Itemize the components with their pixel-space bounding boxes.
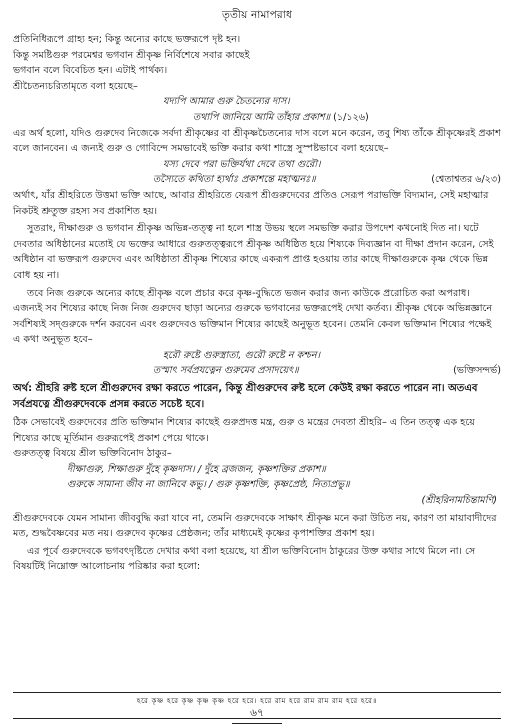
verse-3-line-1: হরৌ রুষ্টে গুরুস্ত্রাতা, গুরৌ রুষ্টে ন কশ্চন। — [163, 349, 321, 361]
paragraph-8: গুরুতত্ত্ব বিষয়ে শ্রীল ভক্তিবিনোদ ঠাকুর– — [13, 448, 172, 460]
verse-4-reference: (শ্রীহরিনামচিন্তামণি) — [421, 495, 497, 507]
verse-3-line-2 — [13, 363, 501, 379]
running-header: তৃতীয় নামাপরাধ — [221, 9, 293, 21]
paragraph-6: তবে নিজ গুরুকে অন্যের কাছে শ্রীকৃষ্ণ বলে প্রচার করে কৃষ্ণ-বুদ্ধিতে ভজন করার জন্য কাউকে প্ররোচিত করা অপরাধ। এজন্যই সব শিষ্যের কাছে নিজ নিজ গুরুদেব ছাড়া অন্যের গুরুকে ভগবানের ভক্তরূপেই দেখা কর্তব্য। শ্রীকৃষ্ণ থেকে অভিন্নজ্ঞানে সর্বশিষ্যই সদ্গুরুকে দর্শন করবেন এবং গুরুদেবও ভক্তিমান শিষ্যের কাছেই অনুভূত হবেন। তেমনি কেবল ভক্তিমান শিষ্যের পক্ষেই এ কথা অনুভূত হবে– — [13, 287, 493, 346]
paragraph-4: অর্থাৎ, যাঁর শ্রীহরিতে উত্তমা ভক্তি আছে, আবার শ্রীহরিতে যেরূপ শ্রীগুরুদেবের প্রতিও সেরূপ পরাভক্তি বিদ্যমান, সেই মহাত্মার নিকটই শ্রুতুক্ত রহস্য সব প্রকাশিত হয়। — [13, 189, 489, 217]
footer-rule — [13, 718, 501, 719]
verse-3-text: তস্মাৎ সর্বপ্রযত্নেন গুরুমেব প্রসাদয়েৎ॥ — [153, 365, 299, 377]
paragraph-2: শ্রীচৈতন্যচরিতামৃতে বলা হয়েছে– — [13, 80, 138, 92]
paragraph-10: এর পূর্বে গুরুদেবকে ভগবৎদৃষ্টিতে দেখার কথা বলা হয়েছে, যা শ্রীল ভক্তিবিনোদ ঠাকুরের উক্ত কথার সাথে মিলে না। সে বিষয়টিই নিম্নোক্ত আলোচনায় পরিষ্কার করা হলো: — [13, 545, 476, 573]
verse-3-reference: (ভক্তিসন্দর্ভ) — [453, 365, 501, 377]
verse-2-reference: (শ্বেতাশ্বতর ৬/২৩) — [431, 174, 501, 186]
verse-1-line-2 — [13, 110, 501, 126]
page-number — [0, 706, 514, 724]
page-number-text: ৬৭ — [232, 706, 282, 724]
paragraph-3: এর অর্থ হলো, যদিও গুরুদেব নিজেকে সর্বদা শ্রীকৃষ্ণের বা শ্রীকৃষ্ণচৈতন্যের দাস বলে মনে করেন, তবু শিষ্য তাঁকে শ্রীকৃষ্ণেরই প্রকাশ বলে জানবেন। এ জন্যই গুরু ও গোবিন্দে সমভাবেই ভক্তি করার কথা শাস্ত্রে সুস্পষ্টভাবে বলা হয়েছে– — [13, 127, 501, 155]
paragraph-1-line-2: কিন্তু সমষ্টিগুরু পরমেশ্বর ভগবান শ্রীকৃষ্ণ নির্বিশেষে সবার কাছেই — [13, 49, 250, 61]
paragraph-1-line-1: প্রতিনিধিরূপে গ্রাহ্য হন; কিন্তু অন্যের কাছে ভক্তরূপে দৃষ্ট হন। — [13, 34, 241, 45]
verse-1-text: তথাপি জানিয়ে আমি তাঁহার প্রকাশ॥ — [193, 111, 331, 123]
verse-2-line-1: যস্য দেবে পরা ভক্তির্যথা দেবে তথা গুরৌ। — [163, 158, 321, 170]
verse-2-text: তস্যৈতে কথিতা হ্যর্থাঃ প্রকাশন্তে মহাত্মনঃ॥ — [153, 174, 316, 186]
footer-mantra: হরে কৃষ্ণ হরে কৃষ্ণ কৃষ্ণ কৃষ্ণ হরে হরে। হরে রাম হরে রাম রাম রাম হরে হরে॥ — [13, 692, 501, 708]
verse-4-line-2: গুরুকে সামান্য জীব না জানিবে কভু। / গুরু কৃষ্ণশক্তি, কৃষ্ণপ্রেষ্ঠ, নিত্যপ্রভু॥ — [67, 479, 350, 491]
paragraph-7: ঠিক সেভাবেই গুরুদেবের প্রতি ভক্তিমান শিষ্যের কাছেই গুরুপ্রদত্ত মন্ত্র, গুরু ও মন্ত্রের দেবতা শ্রীহরি– এ তিন তত্ত্ব এক হয়ে শিষ্যের কাছে মূর্তিমান গুরুরূপেই প্রকাশ পেয়ে থাকে। — [13, 417, 475, 444]
page-body — [13, 32, 501, 575]
verse-1-reference: (১/১২৬) — [333, 111, 369, 123]
bold-meaning: অর্থ: শ্রীহরি রুষ্ট হলে শ্রীগুরুদেব রক্ষা করতে পারেন, কিন্তু শ্রীগুরুদেব রুষ্ট হলে কেউই রক্ষা করতে পারেন না। অতএব সর্বপ্রযত্নে শ্রীগুরুদেবকে প্রসন্ন করতে সচেষ্ট হবে। — [13, 383, 478, 411]
paragraph-1 — [13, 32, 501, 79]
verse-2-line-2 — [13, 172, 501, 188]
paragraph-5: সুতরাং, দীক্ষাগুরু ও ভগবান শ্রীকৃষ্ণ অভিন্ন-তত্ত্ব না হলে শাস্ত্র উভয় স্থলে সমভক্তি করার উপদেশ কখনোই দিত না। ঘটে দেবতার অধিষ্ঠানের মতোই যে ভক্তের আধারে গুরুতত্ত্বরূপে শ্রীকৃষ্ণ অধিষ্ঠিত হয়ে শিষ্যকে দিব্যজ্ঞান বা দীক্ষা প্রদান করেন, সেই অধিষ্ঠান বা ভক্তরূপ গুরুদেব এবং অধিষ্ঠাতা শ্রীকৃষ্ণ শিষ্যের কাছে একরূপ প্রাপ্ত হওয়ায় তার কাছে দীক্ষাগুরুকে কৃষ্ণ থেকে ভিন্ন বোধ হয় না। — [13, 223, 494, 281]
verse-1-line-1: যদ্যপি আমার গুরু চৈতন্যের দাস। — [163, 96, 290, 108]
verse-4-line-1: দীক্ষাগুরু, শিক্ষাগুরু দুঁহে কৃষ্ণদাস। / দুঁহে ব্রজজন, কৃষ্ণশক্তির প্রকাশ॥ — [67, 463, 326, 475]
paragraph-1-line-3: ভগবান বলে বিবেচিত হন। এটাই পার্থক্য। — [13, 65, 168, 77]
paragraph-9: শ্রীগুরুদেবকে যেমন সামান্য জীববুদ্ধি করা যাবে না, তেমনি গুরুদেবকে সাক্ষাৎ শ্রীকৃষ্ণ মনে করা উচিত নয়, কারণ তা মায়াবাদীদের মত, শুদ্ধবৈষ্ণবের মত নয়। গুরুদেব কৃষ্ণের প্রেষ্ঠজন; তাঁর মাধ্যমেই কৃষ্ণের কৃপাশক্তির প্রকাশ হয়। — [13, 512, 497, 540]
